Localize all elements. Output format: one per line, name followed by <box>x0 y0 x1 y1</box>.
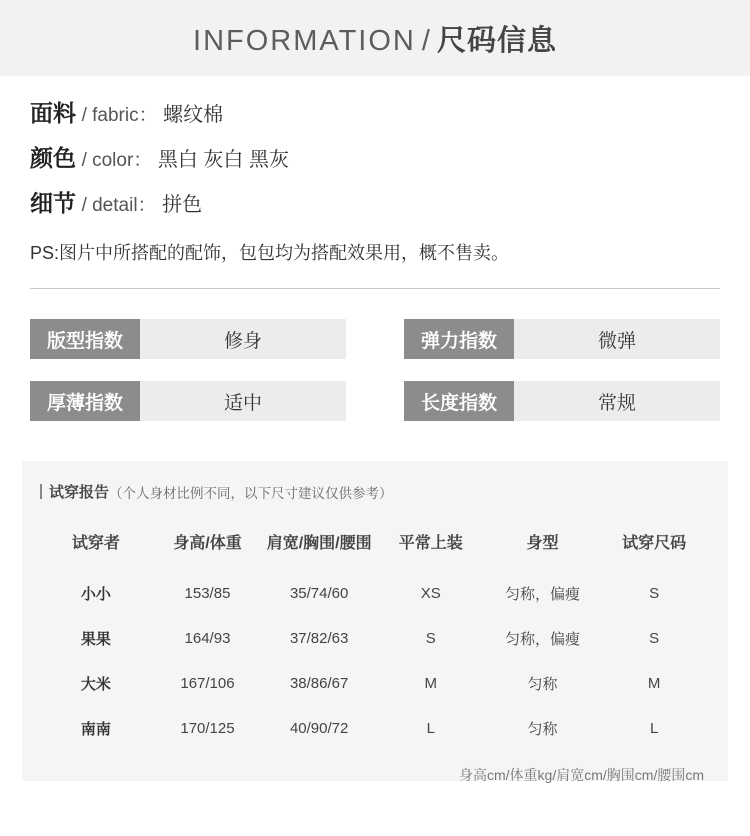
cell-measurements-3: 40/90/72 <box>289 720 349 738</box>
cell-measurements-0: 35/74/60 <box>289 585 349 603</box>
fitting-report-title <box>40 481 710 502</box>
cell-usual-top-1: S <box>425 630 436 648</box>
fabric-label-en: / fabric： <box>81 105 158 126</box>
cell-height-weight-1: 164/93 <box>184 630 231 648</box>
index-value-fit: 修身 <box>140 319 346 359</box>
cell-body-type-0: 匀称，偏瘦 <box>504 586 580 604</box>
cell-size-worn-0: S <box>649 585 660 603</box>
table-row <box>40 616 710 661</box>
index-item-thickness <box>30 381 346 421</box>
detail-label-cn: 细节 <box>30 190 76 216</box>
cell-size-worn-3: L <box>649 720 659 738</box>
index-key-elasticity: 弹力指数 <box>404 319 514 359</box>
cell-body-type-1: 匀称，偏瘦 <box>504 631 580 649</box>
color-label-cn: 颜色 <box>30 145 76 171</box>
fitting-report-table <box>40 524 710 751</box>
index-key-thickness: 厚薄指数 <box>30 381 140 421</box>
color-value: 黑白 灰白 黑灰 <box>157 149 289 171</box>
measurement-units-note: 身高cm/体重kg/肩宽cm/胸围cm/腰围cm <box>459 767 704 784</box>
product-info-block <box>0 76 750 266</box>
cell-usual-top-0: XS <box>420 585 441 603</box>
cell-height-weight-0: 153/85 <box>184 585 231 603</box>
cell-measurements-2: 38/86/67 <box>289 675 349 693</box>
index-item-length <box>404 381 720 421</box>
cell-measurements-1: 37/82/63 <box>289 630 349 648</box>
page-title <box>193 18 557 59</box>
cell-size-worn-1: S <box>649 630 660 648</box>
column-header-measurements: 肩宽/胸围/腰围 <box>266 535 372 553</box>
index-item-elasticity <box>404 319 720 359</box>
index-value-elasticity: 微弹 <box>514 319 720 359</box>
fabric-value: 螺纹棉 <box>163 104 224 126</box>
cell-model-2: 大米 <box>80 676 111 694</box>
table-row <box>40 706 710 751</box>
index-value-thickness: 适中 <box>140 381 346 421</box>
cell-height-weight-2: 167/106 <box>180 675 235 693</box>
detail-value: 拼色 <box>162 194 203 216</box>
detail-label-en: / detail： <box>81 195 157 216</box>
title-accent-bar <box>40 484 42 499</box>
cell-usual-top-2: M <box>424 675 438 693</box>
column-header-height-weight: 身高/体重 <box>173 535 242 553</box>
index-key-fit: 版型指数 <box>30 319 140 359</box>
column-header-usual-top: 平常上装 <box>398 535 463 553</box>
cell-height-weight-3: 170/125 <box>180 720 235 738</box>
table-row <box>40 661 710 706</box>
column-header-body-type: 身型 <box>526 535 559 553</box>
info-row-detail <box>30 192 720 215</box>
fitting-report-block <box>22 461 728 784</box>
table-row <box>40 571 710 616</box>
index-grid <box>0 289 750 443</box>
info-row-fabric <box>30 102 720 125</box>
cell-body-type-3: 匀称 <box>527 721 558 739</box>
color-label-en: / color： <box>81 150 153 171</box>
cell-usual-top-3: L <box>426 720 435 738</box>
index-value-length: 常规 <box>514 381 720 421</box>
page-title-cn: 尺码信息 <box>436 24 557 57</box>
cell-model-0: 小小 <box>80 586 111 604</box>
table-header-row <box>40 524 710 571</box>
page-title-separator: / <box>421 24 431 57</box>
index-item-fit <box>30 319 346 359</box>
cell-body-type-2: 匀称 <box>527 676 558 694</box>
page-header <box>0 0 750 76</box>
fitting-report-title-sub: （个人身材比例不同，以下尺寸建议仅供参考） <box>109 485 393 501</box>
fitting-report-title-main: 试穿报告 <box>49 484 110 502</box>
cell-model-1: 果果 <box>80 631 111 649</box>
index-key-length: 长度指数 <box>404 381 514 421</box>
info-row-color <box>30 147 720 170</box>
cell-model-3: 南南 <box>80 721 111 739</box>
disclaimer-text: PS:图片中所搭配的配饰，包包均为搭配效果用，概不售卖。 <box>30 243 510 263</box>
column-header-model: 试穿者 <box>71 535 120 553</box>
cell-size-worn-2: M <box>647 675 661 693</box>
page-title-en: INFORMATION <box>193 24 416 57</box>
column-header-size-worn: 试穿尺码 <box>622 535 687 553</box>
fabric-label-cn: 面料 <box>30 100 76 126</box>
